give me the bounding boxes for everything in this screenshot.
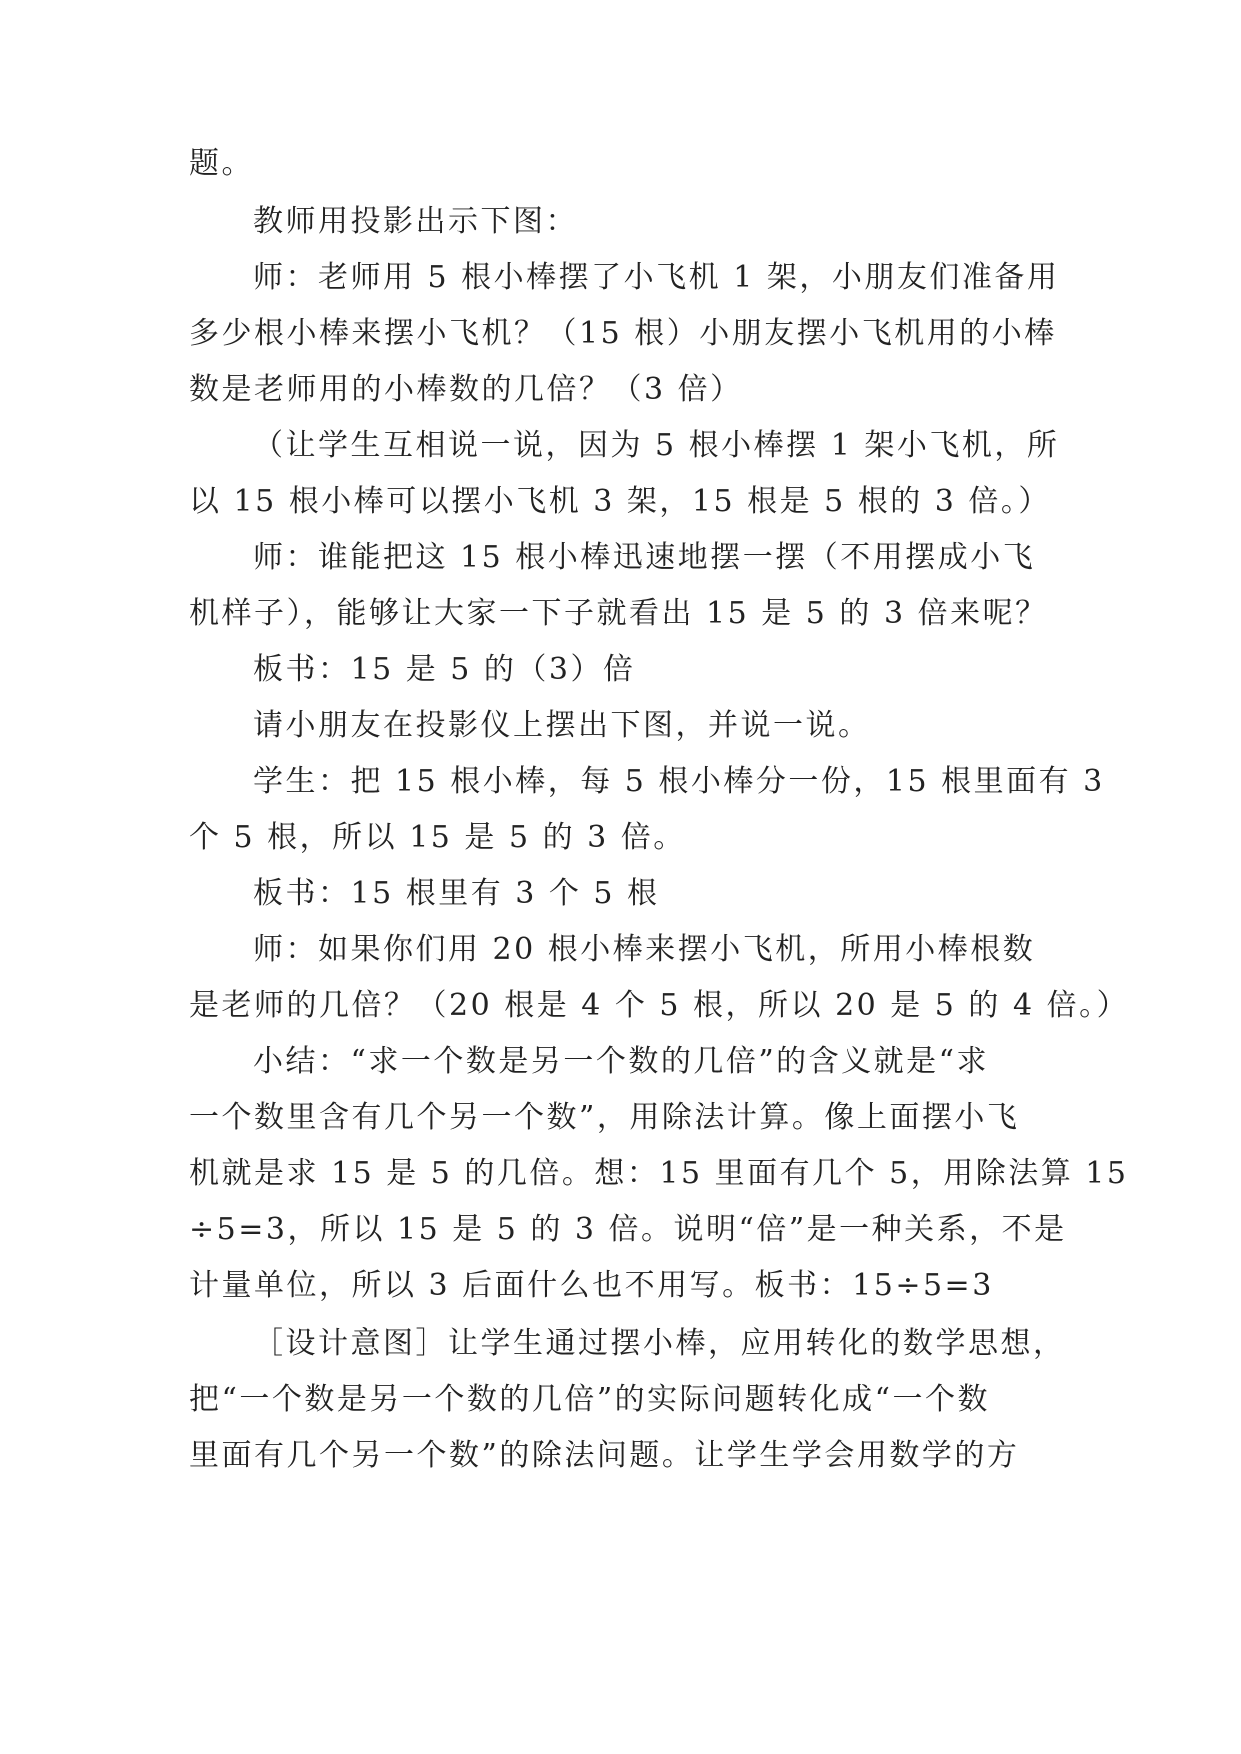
text-line: 师：老师用 5 根小棒摆了小飞机 1 架，小朋友们准备用 — [253, 260, 1060, 295]
text-line: 小结：“求一个数是另一个数的几倍”的含义就是“求 — [253, 1044, 990, 1079]
text-line: 教师用投影出示下图： — [253, 204, 578, 239]
text-line: （让学生互相说一说，因为 5 根小棒摆 1 架小飞机，所 — [253, 428, 1060, 463]
text-line: 一个数里含有几个另一个数”，用除法计算。像上面摆小飞 — [189, 1100, 1020, 1135]
text-line: 请小朋友在投影仪上摆出下图，并说一说。 — [253, 708, 871, 743]
text-line: 个 5 根，所以 15 是 5 的 3 倍。 — [189, 820, 686, 855]
text-line: 多少根小棒来摆小飞机？（15 根）小朋友摆小飞机用的小棒 — [189, 316, 1057, 351]
text-line: 以 15 根小棒可以摆小飞机 3 架，15 根是 5 根的 3 倍。） — [189, 484, 1051, 519]
text-line: 机就是求 15 是 5 的几倍。想：15 里面有几个 5，用除法算 15 — [189, 1156, 1129, 1191]
text-line: 机样子），能够让大家一下子就看出 15 是 5 的 3 倍来呢？ — [189, 596, 1048, 631]
text-line: 学生：把 15 根小棒，每 5 根小棒分一份，15 根里面有 3 — [253, 764, 1105, 799]
text-line: 计量单位，所以 3 后面什么也不用写。板书：15÷5=3 — [189, 1268, 994, 1303]
text-line: 里面有几个另一个数”的除法问题。让学生学会用数学的方 — [189, 1438, 1020, 1473]
text-line: 师：谁能把这 15 根小棒迅速地摆一摆（不用摆成小飞 — [253, 540, 1036, 575]
text-line: 题。 — [189, 146, 254, 181]
text-line: 板书：15 是 5 的（3）倍 — [253, 652, 636, 687]
text-line: 是老师的几倍？（20 根是 4 个 5 根，所以 20 是 5 的 4 倍。） — [189, 988, 1130, 1023]
text-line: 板书：15 根里有 3 个 5 根 — [253, 876, 660, 911]
text-line: ［设计意图］让学生通过摆小棒，应用转化的数学思想， — [253, 1326, 1066, 1361]
text-line: 师：如果你们用 20 根小棒来摆小飞机，所用小棒根数 — [253, 932, 1036, 967]
text-line: ÷5=3，所以 15 是 5 的 3 倍。说明“倍”是一种关系，不是 — [189, 1212, 1067, 1247]
text-line: 把“一个数是另一个数的几倍”的实际问题转化成“一个数 — [189, 1382, 991, 1417]
text-line: 数是老师用的小棒数的几倍？（3 倍） — [189, 372, 743, 407]
